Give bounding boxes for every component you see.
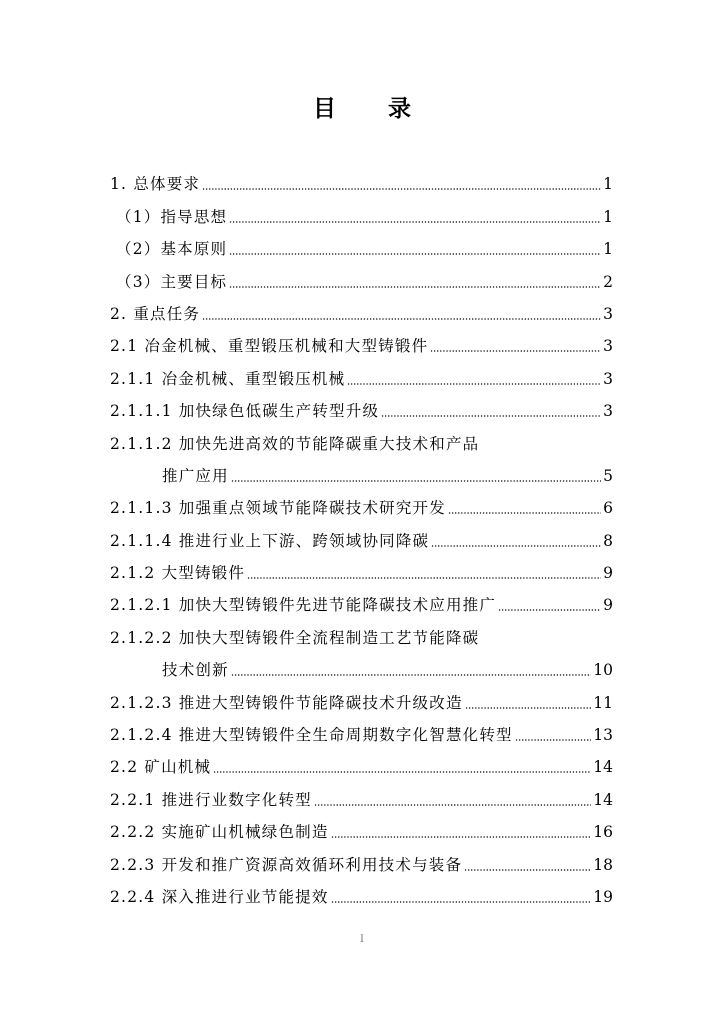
toc-entry[interactable]: [110, 421, 613, 486]
toc-entry-text: 2.1 冶金机械、重型锻压机械和大型铸锻件: [110, 337, 429, 356]
toc-page-number: 1: [603, 175, 613, 194]
toc-entry-text: 2.1.1.4 推进行业上下游、跨领域协同降碳: [110, 531, 430, 550]
toc-page-number: 3: [603, 304, 613, 323]
toc-page-number: 9: [603, 596, 613, 615]
dot-leader: [498, 609, 601, 611]
dot-leader: [202, 318, 601, 320]
toc-entry-text: 2.1.2 大型铸锻件: [110, 564, 246, 583]
dot-leader: [202, 188, 601, 190]
toc-entry-text: 2.2.3 开发和推广资源高效循环利用技术与装备: [110, 855, 463, 874]
dot-leader: [331, 836, 592, 838]
toc-page-number: 6: [603, 499, 613, 518]
footer-page-number: I: [360, 934, 364, 945]
toc-page-number: 8: [603, 531, 613, 550]
toc-entry-text-continued: 技术创新: [162, 661, 229, 680]
dot-leader: [231, 674, 591, 676]
toc-entry[interactable]: [110, 292, 613, 324]
dot-leader: [464, 869, 591, 871]
toc-entry[interactable]: [110, 583, 613, 615]
toc-entry[interactable]: [110, 259, 613, 291]
toc-entry-text: 2.1.1 冶金机械、重型锻压机械: [110, 369, 346, 388]
toc-entry-text: 2.2.2 实施矿山机械绿色制造: [110, 823, 329, 842]
toc-entry[interactable]: [110, 324, 613, 356]
dot-leader: [331, 901, 592, 903]
dot-leader: [314, 804, 591, 806]
toc-entry[interactable]: [110, 518, 613, 550]
dot-leader: [431, 545, 601, 547]
toc-page-number: 11: [593, 693, 613, 712]
toc-page-number: 3: [603, 402, 613, 421]
toc-entry[interactable]: [110, 745, 613, 777]
toc-page-number: 10: [593, 661, 613, 680]
toc-entry-text: （3）主要目标: [116, 272, 228, 291]
toc-entry-text: 2.1.1.1 加快绿色低碳生产转型升级: [110, 402, 380, 421]
page-title: 目 录: [312, 95, 433, 122]
toc-entry[interactable]: [110, 162, 613, 194]
toc-entry-text: 2.2.1 推进行业数字化转型: [110, 790, 312, 809]
toc-page-number: 18: [593, 855, 613, 874]
dot-leader: [347, 383, 601, 385]
toc-entry[interactable]: [110, 356, 613, 388]
toc-entry-text: 2.1.2.2 加快大型铸锻件全流程制造工艺节能降碳: [110, 628, 480, 647]
toc-page-number: 16: [593, 823, 613, 842]
toc-entry-text: （2）基本原则: [116, 240, 228, 259]
dot-leader: [229, 221, 601, 223]
toc-entry[interactable]: [110, 194, 613, 226]
toc-entry-text: （1）指导思想: [116, 207, 228, 226]
toc-entry-text: 2.2.4 深入推进行业节能提效: [110, 888, 329, 907]
toc-page-number: 14: [593, 790, 613, 809]
toc-entry[interactable]: [110, 486, 613, 518]
dot-leader: [465, 707, 592, 709]
toc-page-number: 14: [593, 758, 613, 777]
toc-entry-text: 2.1.1.3 加强重点领域节能降碳技术研究开发: [110, 499, 446, 518]
toc-page-number: 1: [603, 207, 613, 226]
toc-page-number: 1: [603, 240, 613, 259]
toc-entry[interactable]: [110, 227, 613, 259]
toc-entry-text: 2. 重点任务: [110, 304, 201, 323]
dot-leader: [381, 415, 601, 417]
toc-page-number: 13: [593, 726, 613, 745]
toc-entry[interactable]: [110, 615, 613, 680]
toc-page-number: 5: [603, 466, 613, 485]
toc-entry[interactable]: [110, 875, 613, 907]
toc-entry[interactable]: [110, 713, 613, 745]
toc-page-number: 3: [603, 337, 613, 356]
toc-entry-text: 2.1.1.2 加快先进高效的节能降碳重大技术和产品: [110, 434, 480, 453]
toc-entry[interactable]: [110, 680, 613, 712]
dot-leader: [448, 512, 601, 514]
toc-entry[interactable]: [110, 551, 613, 583]
toc-entry-text: 2.1.2.1 加快大型铸锻件先进节能降碳技术应用推广: [110, 596, 497, 615]
toc-entry-text: 2.1.2.3 推进大型铸锻件节能降碳技术升级改造: [110, 693, 463, 712]
dot-leader: [213, 771, 591, 773]
table-of-contents: [110, 162, 613, 907]
toc-entry-text: 2.2 矿山机械: [110, 758, 212, 777]
toc-page-number: 9: [603, 564, 613, 583]
toc-entry-text: 1. 总体要求: [110, 175, 201, 194]
dot-leader: [229, 253, 601, 255]
toc-entry[interactable]: [110, 810, 613, 842]
toc-entry[interactable]: [110, 842, 613, 874]
toc-page-number: 3: [603, 369, 613, 388]
dot-leader: [229, 286, 601, 288]
toc-page-number: 19: [593, 888, 613, 907]
dot-leader: [515, 739, 592, 741]
toc-entry-text: 2.1.2.4 推进大型铸锻件全生命周期数字化智慧化转型: [110, 726, 513, 745]
toc-entry[interactable]: [110, 777, 613, 809]
toc-entry[interactable]: [110, 389, 613, 421]
toc-entry-text-continued: 推广应用: [162, 466, 229, 485]
dot-leader: [247, 577, 601, 579]
toc-page-number: 2: [603, 272, 613, 291]
dot-leader: [430, 350, 601, 352]
dot-leader: [231, 480, 601, 482]
